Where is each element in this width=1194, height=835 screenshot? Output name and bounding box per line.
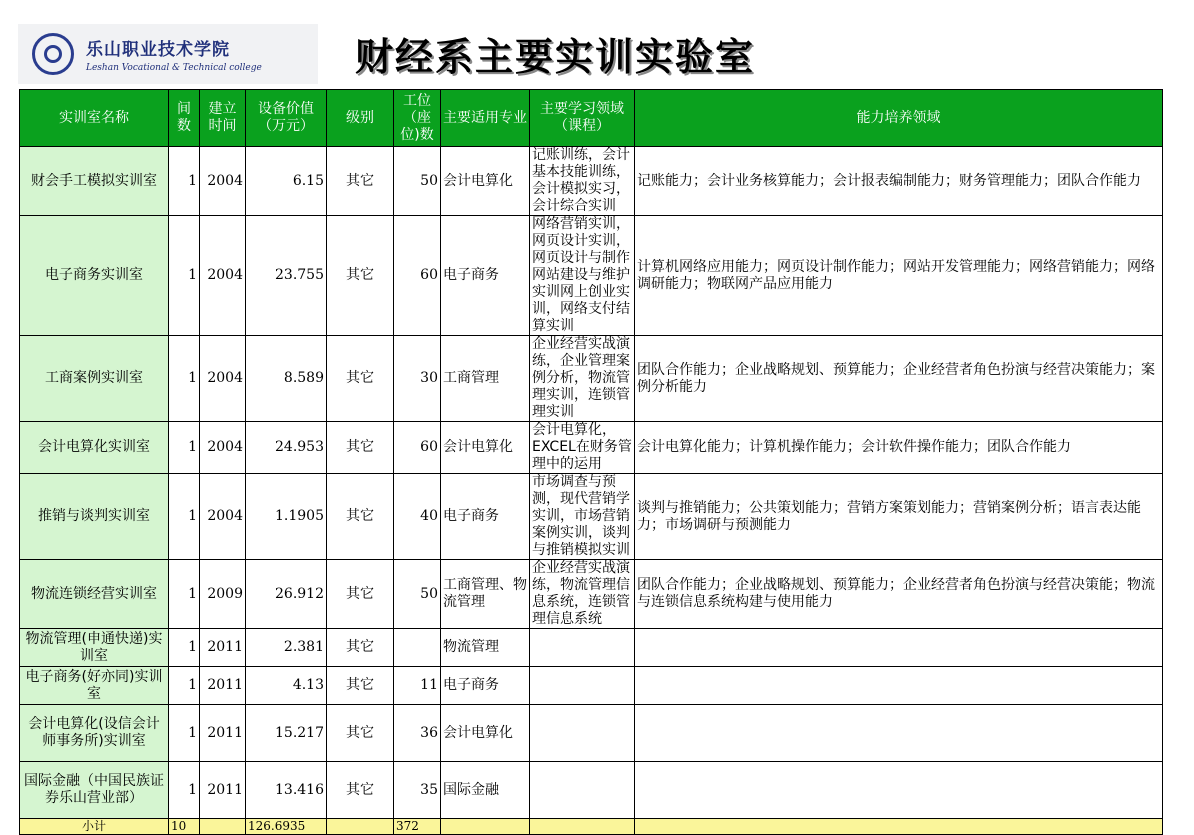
lab-level: 其它: [327, 762, 394, 819]
header-level: 级别: [327, 90, 394, 147]
total-year-empty: [200, 819, 246, 835]
lab-seats: 36: [394, 705, 441, 762]
lab-major: 国际金融: [441, 762, 530, 819]
lab-seats: 30: [394, 336, 441, 422]
header-abilities: 能力培养领域: [635, 90, 1163, 147]
table-row: [20, 336, 1163, 422]
lab-courses: 企业经营实战演练，物流管理信息系统，连锁管理信息系统: [530, 560, 635, 629]
lab-year: 2011: [200, 629, 246, 667]
lab-courses: [530, 629, 635, 667]
lab-name: 会计电算化(设信会计师事务所)实训室: [20, 705, 169, 762]
lab-count: 1: [169, 667, 200, 705]
lab-courses: [530, 762, 635, 819]
lab-abilities: 团队合作能力；企业战略规划、预算能力；企业经营者角色扮演与经营决策能力；案例分析能力: [635, 336, 1163, 422]
table-row: [20, 667, 1163, 705]
lab-year: 2004: [200, 422, 246, 474]
header-major: 主要适用专业: [441, 90, 530, 147]
lab-name: 工商案例实训室: [20, 336, 169, 422]
total-level-empty: [327, 819, 394, 835]
lab-year: 2004: [200, 147, 246, 216]
header-courses: 主要学习领域（课程）: [530, 90, 635, 147]
total-value: 126.6935: [246, 819, 327, 835]
lab-name: 国际金融（中国民族证券乐山营业部）: [20, 762, 169, 819]
table-row: [20, 705, 1163, 762]
header-seats: 工位（座位)数: [394, 90, 441, 147]
lab-major: 会计电算化: [441, 147, 530, 216]
lab-major: 会计电算化: [441, 422, 530, 474]
lab-major: 物流管理: [441, 629, 530, 667]
lab-courses: 记账训练，会计基本技能训练，会计模拟实习，会计综合实训: [530, 147, 635, 216]
lab-seats: 11: [394, 667, 441, 705]
total-row: [20, 819, 1163, 835]
table-header-row: [20, 90, 1163, 147]
total-major-empty: [441, 819, 530, 835]
lab-value: 15.217: [246, 705, 327, 762]
lab-year: 2009: [200, 560, 246, 629]
table-row: [20, 762, 1163, 819]
lab-year: 2011: [200, 762, 246, 819]
lab-seats: 60: [394, 422, 441, 474]
lab-seats: 35: [394, 762, 441, 819]
lab-courses: 会计电算化，EXCEL在财务管理中的运用: [530, 422, 635, 474]
table-row: [20, 422, 1163, 474]
header-year: 建立时间: [200, 90, 246, 147]
lab-value: 2.381: [246, 629, 327, 667]
lab-name: 财会手工模拟实训室: [20, 147, 169, 216]
lab-table: [19, 89, 1163, 835]
lab-count: 1: [169, 629, 200, 667]
lab-level: 其它: [327, 667, 394, 705]
lab-level: 其它: [327, 560, 394, 629]
lab-major: 工商管理: [441, 336, 530, 422]
lab-major: 工商管理、物流管理: [441, 560, 530, 629]
header-count: 间数: [169, 90, 200, 147]
lab-count: 1: [169, 422, 200, 474]
lab-abilities: 记账能力；会计业务核算能力；会计报表编制能力；财务管理能力；团队合作能力: [635, 147, 1163, 216]
total-label: 小计: [20, 819, 169, 835]
school-emblem-icon: [32, 33, 74, 75]
lab-name: 电子商务实训室: [20, 216, 169, 336]
lab-courses: 企业经营实战演练，企业管理案例分析，物流管理实训，连锁管理实训: [530, 336, 635, 422]
lab-abilities: 会计电算化能力；计算机操作能力；会计软件操作能力；团队合作能力: [635, 422, 1163, 474]
page-title: 财经系主要实训实验室: [355, 35, 756, 79]
total-count: 10: [169, 819, 200, 835]
lab-count: 1: [169, 705, 200, 762]
lab-level: 其它: [327, 629, 394, 667]
lab-major: 电子商务: [441, 667, 530, 705]
lab-year: 2011: [200, 667, 246, 705]
lab-count: 1: [169, 474, 200, 560]
table-row: [20, 474, 1163, 560]
table-row: [20, 560, 1163, 629]
lab-name: 物流连锁经营实训室: [20, 560, 169, 629]
lab-major: 电子商务: [441, 216, 530, 336]
lab-major: 电子商务: [441, 474, 530, 560]
lab-value: 8.589: [246, 336, 327, 422]
lab-count: 1: [169, 762, 200, 819]
lab-count: 1: [169, 560, 200, 629]
table-row: [20, 629, 1163, 667]
lab-count: 1: [169, 147, 200, 216]
lab-courses: [530, 667, 635, 705]
lab-seats: 60: [394, 216, 441, 336]
header-value: 设备价值（万元）: [246, 90, 327, 147]
header-name: 实训室名称: [20, 90, 169, 147]
table-row: [20, 147, 1163, 216]
lab-year: 2011: [200, 705, 246, 762]
lab-level: 其它: [327, 474, 394, 560]
lab-seats: 50: [394, 560, 441, 629]
lab-seats: 40: [394, 474, 441, 560]
lab-level: 其它: [327, 336, 394, 422]
lab-year: 2004: [200, 336, 246, 422]
lab-name: 电子商务(好亦同)实训室: [20, 667, 169, 705]
lab-value: 26.912: [246, 560, 327, 629]
lab-value: 24.953: [246, 422, 327, 474]
lab-courses: 网络营销实训，网页设计实训，网页设计与制作网站建设与维护实训网上创业实训，网络支付结算实训: [530, 216, 635, 336]
school-name-cn: 乐山职业技术学院: [86, 40, 230, 60]
lab-year: 2004: [200, 474, 246, 560]
lab-abilities: [635, 629, 1163, 667]
lab-value: 1.1905: [246, 474, 327, 560]
school-logo: [18, 24, 318, 84]
lab-name: 物流管理(申通快递)实训室: [20, 629, 169, 667]
lab-value: 4.13: [246, 667, 327, 705]
lab-count: 1: [169, 336, 200, 422]
table-row: [20, 216, 1163, 336]
lab-name: 推销与谈判实训室: [20, 474, 169, 560]
total-abilities-empty: [635, 819, 1163, 835]
school-name-en: Leshan Vocational & Technical college: [86, 63, 262, 73]
lab-abilities: [635, 705, 1163, 762]
lab-abilities: [635, 667, 1163, 705]
lab-abilities: [635, 762, 1163, 819]
total-courses-empty: [530, 819, 635, 835]
lab-abilities: 谈判与推销能力；公共策划能力；营销方案策划能力；营销案例分析；语言表达能力；市场调研与预测能力: [635, 474, 1163, 560]
lab-level: 其它: [327, 705, 394, 762]
lab-courses: 市场调查与预测，现代营销学实训，市场营销案例实训，谈判与推销模拟实训: [530, 474, 635, 560]
lab-abilities: 团队合作能力；企业战略规划、预算能力；企业经营者角色扮演与经营决策能；物流与连锁信息系统构建与使用能力: [635, 560, 1163, 629]
lab-count: 1: [169, 216, 200, 336]
lab-year: 2004: [200, 216, 246, 336]
lab-level: 其它: [327, 216, 394, 336]
lab-value: 6.15: [246, 147, 327, 216]
lab-seats: 50: [394, 147, 441, 216]
total-seats: 372: [394, 819, 441, 835]
lab-major: 会计电算化: [441, 705, 530, 762]
lab-value: 23.755: [246, 216, 327, 336]
lab-level: 其它: [327, 147, 394, 216]
lab-seats: [394, 629, 441, 667]
lab-name: 会计电算化实训室: [20, 422, 169, 474]
lab-courses: [530, 705, 635, 762]
lab-level: 其它: [327, 422, 394, 474]
lab-abilities: 计算机网络应用能力；网页设计制作能力；网站开发管理能力；网络营销能力；网络调研能力；物联网产品应用能力: [635, 216, 1163, 336]
lab-value: 13.416: [246, 762, 327, 819]
school-name: [86, 35, 262, 73]
